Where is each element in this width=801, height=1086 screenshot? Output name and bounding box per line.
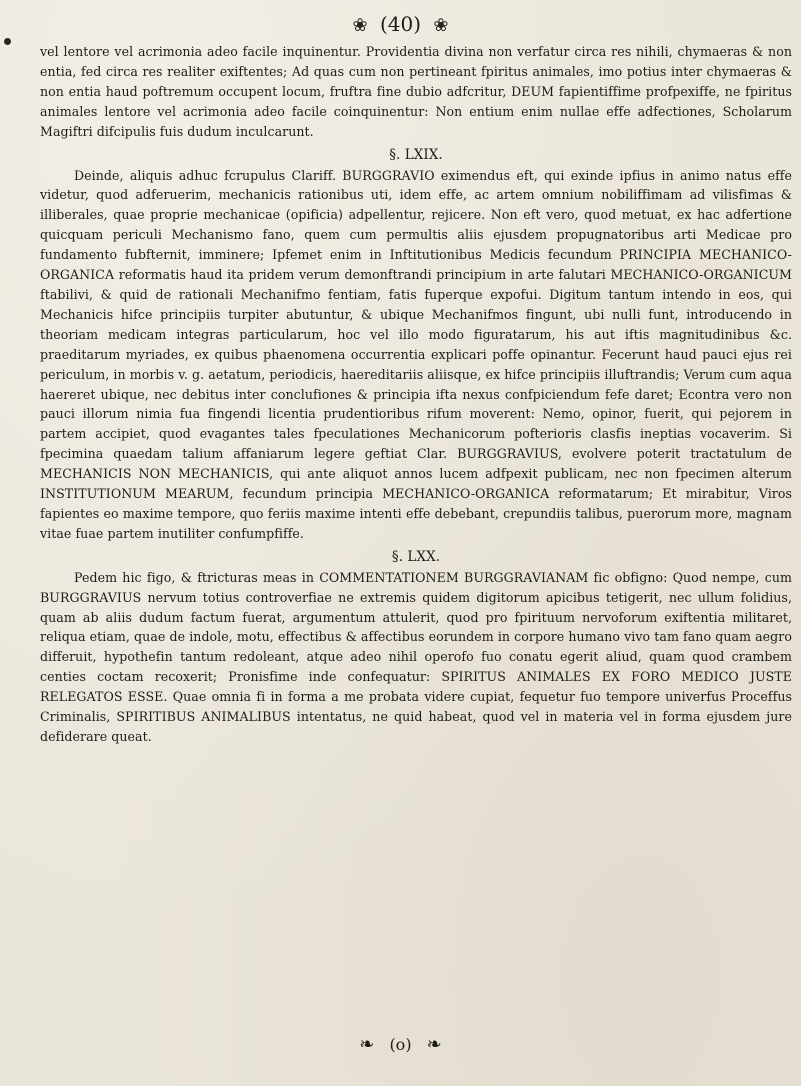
header-ornament-right-icon: ❀ xyxy=(433,15,449,36)
margin-mark xyxy=(4,38,11,45)
footer-ornament-left-icon: ❧ xyxy=(359,1034,375,1055)
paragraph-continuation: vel lentore vel acrimonia adeo facile inquinentur. Providentia divina non verfatur circa res nihili, chymaeras & non entia, fed circa res realiter exiftentes; Ad quas cum non pertineant fpiritus animales, imo potius inter chymaeras & non entia haud poftremum occupent locum, fruftra fine dubio adfcritur, DEUM fapientiffime profpexiffe, ne fpiritus animales lentore vel acrimonia adeo facile coinquinentur: Non entium enim nullae effe adfectiones, Scholarum Magiftri difcipulis fuis dudum inculcarunt. xyxy=(40,44,792,139)
footer-ornament-right-icon: ❧ xyxy=(426,1034,442,1055)
section-heading-lxx: §. LXX. xyxy=(391,548,441,565)
signature-mark: (o) xyxy=(389,1035,412,1054)
page-header xyxy=(0,10,801,38)
section-heading-lxix: §. LXIX. xyxy=(389,146,443,163)
section-text-lxx: Pedem hic figo, & ftricturas meas in COMMENTATIONEM BURGGRAVIANAM fic obfigno: Quod nempe, cum BURGGRAVIUS nervum totius controverfiae ne extremis quidem digitorum apicibus tetigerit, nec ullum folidius, quam ab aliis dudum factum fuerat, argumentum attulerit, quod pro fpirituum nervoforum exiftentia militaret, reliqua etiam, quae de indole, motu, effectibus & affectibus eorundem in corpore humano vivo tam fano quam aegro differuit, hypothefin tantum redoleant, atque adeo nihil operofo fuo conatu egerit aliud, quam quod crambem centies coctam recoxerit; Pronisfime inde confequatur: SPIRITUS ANIMALES EX FORO MEDICO JUSTE RELEGATOS ESSE. Quae omnia fi in forma a me probata videre cupiat, fequetur fuo tempore univerfus Proceffus Criminalis, SPIRITIBUS ANIMALIBUS intentatus, ne quid habeat, quod vel in materia vel in forma ejusdem jure defiderare queat. xyxy=(40,569,792,744)
page-body xyxy=(40,42,792,747)
page-footer xyxy=(0,1030,801,1060)
page-number: (40) xyxy=(379,12,422,36)
header-ornament-left-icon: ❀ xyxy=(352,15,368,36)
section-text-lxix: Deinde, aliquis adhuc fcrupulus Clariff. BURGGRAVIO eximendus eft, qui exinde ipfius in animo natus effe videtur, quod adferuerim, mechanicis rationibus uti, idem effe, ac artem omnium nobiliffimam ad vilisfimas & illiberales, quae proprie mechanicae (opificia) adpellentur, rejicere. Non eft vero, quod metuat, ex hac adfertione quicquam periculi Mechanismo fano, quem cum permultis aliis ejusdem propugnatoribus arti Medicae pro fundamento fubfternit, imminere; Ipfemet enim in Inftitutionibus Medicis fecundum PRINCIPIA MECHANICO-ORGANICA reformatis haud ita pridem verum demonftrandi principium in arte falutari MECHANICO-ORGANICUM ftabilivi, & quid de rationali Mechanifmo fentiam, fatis fuperque expofui. Digitum tantum intendo in eos, qui Mechanicis hifce principiis turpiter abutuntur, & ubique Mechanifmos fingunt, ubi nulli funt, introducendo in theoriam medicam integras particularum, hoc vel illo modo figuratarum, his aut iftis magnitudinibus &c. praeditarum myriades, ex quibus phaenomena occurrentia explicari poffe opinantur. Fecerunt haud pauci ejus rei periculum, in morbis v. g. aetatum, periodicis, haereditariis aliisque, ex hifce principiis illuftrandis; Verum cum aqua haereret ubique, nec debitus inter conclufiones & principia ifta nexus confpiciendum fefe daret; Econtra vero non pauci illorum nimia fua fingendi licentia prudentioribus rifum moverent: Nemo, opinor, fuerit, qui pejorem in partem accipiet, quod evagantes tales fpeculationes Mechanicorum pofterioris clasfis ineptias vocaverim. Si fpecimina quaedam talium affaniarum legere geftiat Clar. BURGGRAVIUS, evolvere poterit tractatulum de MECHANICIS NON MECHANICIS, qui ante aliquot annos lucem adfpexit publicam, nec non fpecimen alterum INSTITUTIONUM MEARUM, fecundum principia MECHANICO-ORGANICA reformatarum; Et mirabitur, Viros fapientes eo maxime tempore, quo feriis maxime intenti effe debebant, crepundiis talibus, puerorum more, magnam vitae fuae partem inutiliter confumpfiffe. xyxy=(40,167,792,541)
